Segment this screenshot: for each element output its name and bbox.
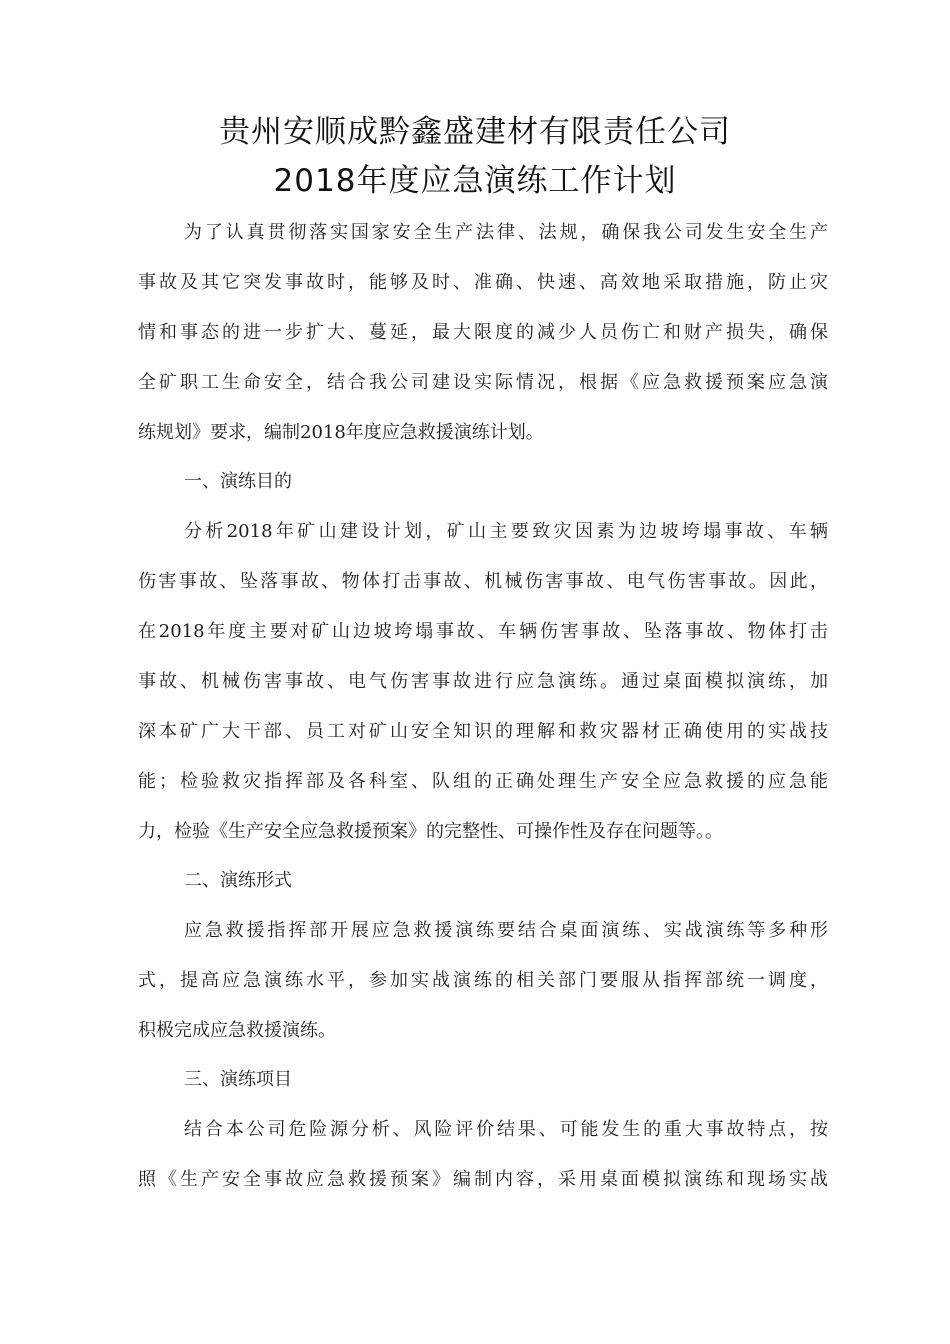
section-heading-purpose: 一、演练目的 — [184, 471, 292, 492]
intro-line: 全矿职工生命安全，结合我公司建设实际情况，根据《应急救援预案应急演 — [138, 372, 828, 393]
intro-line: 事故及其它突发事故时，能够及时、准确、快速、高效地采取措施，防止灾 — [138, 272, 828, 293]
document-title-line-1: 贵州安顺成黔鑫盛建材有限责任公司 — [219, 114, 731, 150]
intro-line: 情和事态的进一步扩大、蔓延，最大限度的减少人员伤亡和财产损失，确保 — [138, 322, 828, 343]
section-line: 式，提高应急演练水平，参加实战演练的相关部门要服从指挥部统一调度， — [138, 970, 828, 991]
section-heading-items: 三、演练项目 — [184, 1069, 292, 1090]
section-line: 伤害事故、坠落事故、物体打击事故、机械伤害事故、电气伤害事故。因此， — [138, 571, 828, 592]
section-line: 深本矿广大干部、员工对矿山安全知识的理解和救灾器材正确使用的实战技 — [138, 721, 828, 742]
section-line: 能；检验救灾指挥部及各科室、队组的正确处理生产安全应急救援的应急能 — [138, 771, 828, 792]
intro-line: 为了认真贯彻落实国家安全生产法律、法规，确保我公司发生安全生产 — [184, 222, 828, 243]
intro-line: 练规划》要求，编制2018年度应急救援演练计划。 — [138, 422, 544, 443]
section-line: 分析2018年矿山建设计划，矿山主要致灾因素为边坡垮塌事故、车辆 — [184, 521, 828, 542]
section-line: 照《生产安全事故应急救援预案》编制内容，采用桌面模拟演练和现场实战 — [138, 1169, 828, 1190]
section-line: 力，检验《生产安全应急救援预案》的完整性、可操作性及存在问题等。。 — [138, 821, 723, 842]
section-line: 结合本公司危险源分析、风险评价结果、可能发生的重大事故特点，按 — [184, 1119, 828, 1140]
section-line: 在2018年度主要对矿山边坡垮塌事故、车辆伤害事故、坠落事故、物体打击 — [138, 621, 828, 642]
section-line: 积极完成应急救援演练。 — [138, 1020, 336, 1041]
section-heading-format: 二、演练形式 — [184, 870, 292, 891]
document-title-line-2: 2018年度应急演练工作计划 — [273, 163, 677, 199]
section-line: 事故、机械伤害事故、电气伤害事故进行应急演练。通过桌面模拟演练，加 — [138, 671, 828, 692]
section-line: 应急救援指挥部开展应急救援演练要结合桌面演练、实战演练等多种形 — [184, 920, 828, 941]
